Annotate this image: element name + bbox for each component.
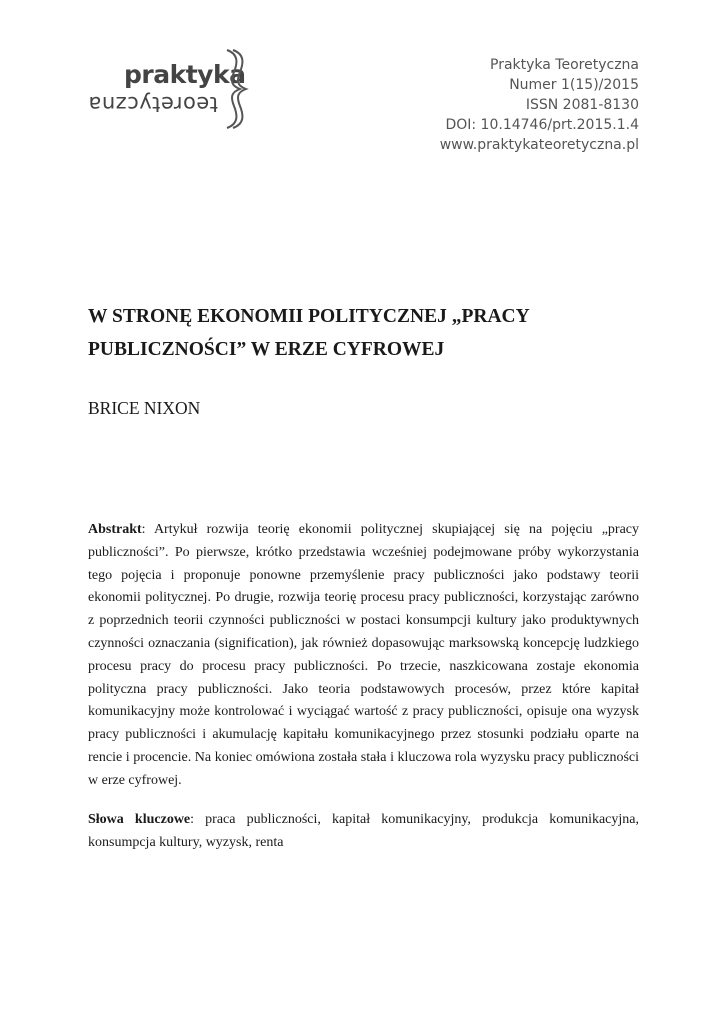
journal-doi: DOI: 10.14746/prt.2015.1.4 [445, 117, 639, 133]
article-author: BRICE NIXON [88, 398, 201, 418]
logo-word-top: praktyka [124, 60, 246, 89]
journal-issue: Numer 1(15)/2015 [509, 77, 639, 93]
abstract-text: Artykuł rozwija teorię ekonomii politycznej skupiającej się na pojęciu „pracy publiczności”. Po pierwsze, krótko przedstawia wcześniej podejmowane próby wykorzystania tego pojęcia i proponuje ponowne przemyślenie pracy publiczności jako podstawy teorii ekonomii politycznej. Po drugie, rozwija teorię procesu pracy publiczności, korzystając zarówno z poprzednich teorii czynności publiczności w postaci konsumpcji kultury jako produktywnych czynności oznaczania (signification), jak również dopasowując marksowską koncepcję ludzkiego procesu pracy do procesu pracy publiczności. Po trzecie, naszkicowana zostaje ekonomia polityczna pracy publiczności. Jako teoria podstawowych procesów, przez które kapitał komunikacyjny może kontrolować i wyciągać wartość z pracy publiczności, opisuje ona wyzysk pracy publiczności i akumulację kapitału komunikacyjnego przez stosunki podziału oparte na rencie i procencie. Na koniec omówiona została stała i kluczowa rola wyzysku pracy publiczności w erze cyfrowej. [88, 522, 639, 788]
journal-info [440, 55, 639, 155]
abstract: Abstrakt: Artykuł rozwija teorię ekonomii politycznej skupiającej się na pojęciu „pracy publiczności”. Po pierwsze, krótko przedstawia wcześniej podejmowane próby wykorzystania tego pojęcia i proponuje ponowne przemyślenie pracy publiczności jako podstawy teorii ekonomii politycznej. Po drugie, rozwija teorię procesu pracy publiczności, korzystając zarówno z poprzednich teorii czynności publiczności w postaci konsumpcji kultury jako produktywnych czynności oznaczania (signification), jak również dopasowując marksowską koncepcję ludzkiego procesu pracy do procesu pracy publiczności. Po trzecie, naszkicowana zostaje ekonomia polityczna pracy publiczności. Jako teoria podstawowych procesów, przez które kapitał komunikacyjny może kontrolować i wyciągać wartość z pracy publiczności, opisuje ona wyzysk pracy publiczności i akumulację kapitału komunikacyjnego przez stosunki podziału oparte na rencie i procencie. Na koniec omówiona została stała i kluczowa rola wyzysku pracy publiczności w erze cyfrowej. [88, 522, 639, 788]
keywords-text: praca publiczności, kapitał komunikacyjny, produkcja komunikacyjna, konsumpcja kultury, wyzysk, renta [88, 812, 640, 850]
journal-name: Praktyka Teoretyczna [490, 57, 639, 73]
keywords-label: Słowa kluczowe [88, 812, 191, 827]
abstract-label: Abstrakt [88, 522, 142, 537]
journal-issn: ISSN 2081-8130 [525, 97, 639, 113]
journal-website: www.praktykateoretyczna.pl [439, 137, 639, 153]
journal-logo [88, 48, 258, 130]
logo-word-bottom: teoretyczna [88, 92, 219, 116]
curly-brace-icon [224, 48, 250, 130]
article-title: W STRONĘ EKONOMII POLITYCZNEJ „PRACY PUBLICZNOŚCI” W ERZE CYFROWEJ [88, 306, 529, 360]
keywords: Słowa kluczowe: praca publiczności, kapitał komunikacyjny, produkcja komunikacyjna, konsumpcja kultury, wyzysk, renta [88, 812, 640, 850]
